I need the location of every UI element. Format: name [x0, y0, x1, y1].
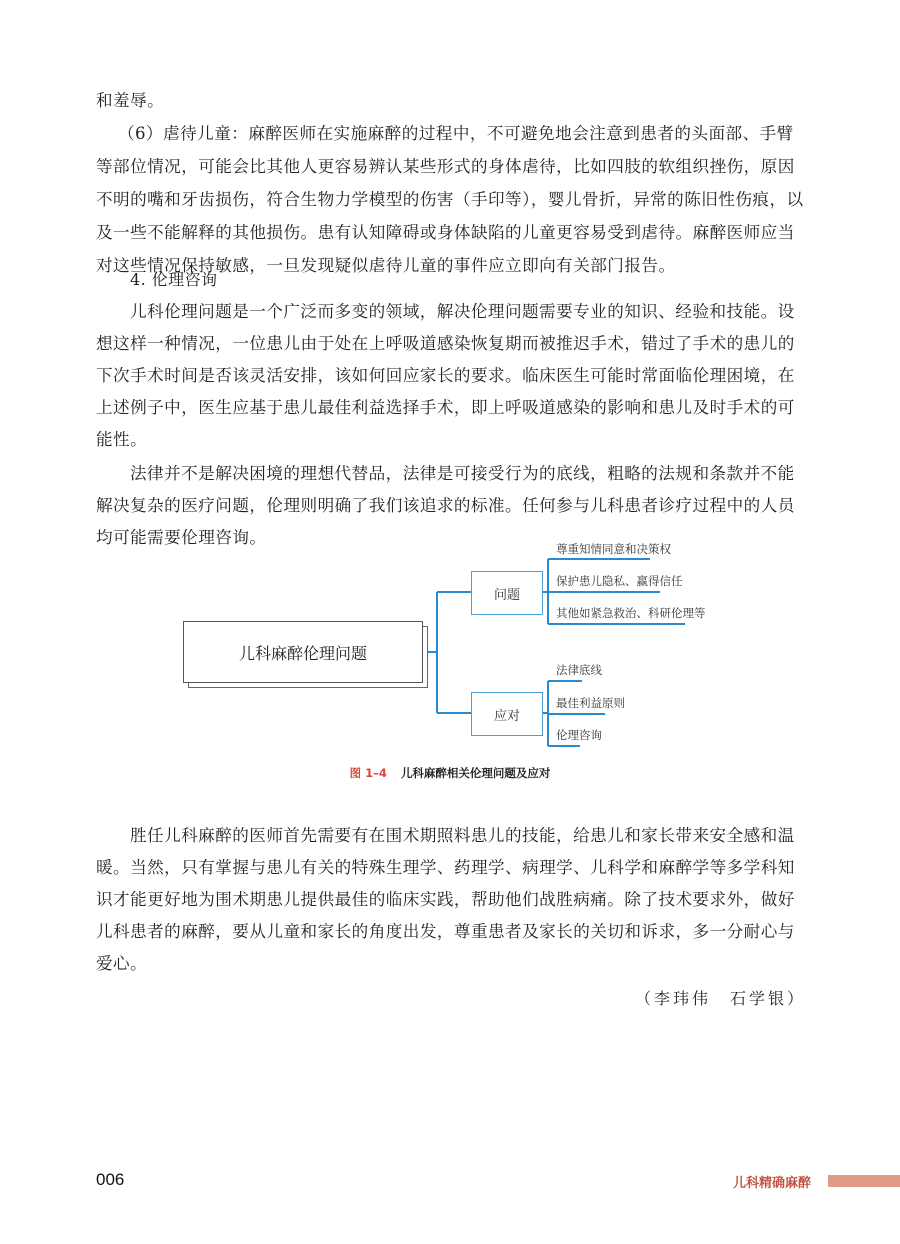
leaf-node: 其他如紧急救治、科研伦理等: [556, 606, 706, 620]
text-line: 上述例子中，医生应基于患儿最佳利益选择手术，即上呼吸道感染的影响和患儿及时手术的可: [96, 398, 795, 417]
leaf-node: 伦理咨询: [556, 728, 602, 742]
text-line: 能性。: [96, 430, 148, 449]
leaf-node: 法律底线: [556, 663, 602, 677]
leaf-node: 保护患儿隐私、赢得信任: [556, 574, 683, 588]
book-title: 儿科精确麻醉: [733, 1176, 812, 1191]
text-line: 儿科患者的麻醉，要从儿童和家长的角度出发，尊重患者及家长的关切和诉求，多一分耐心与: [96, 922, 795, 941]
page-number: 006: [96, 1170, 125, 1189]
author-signature: （李玮伟 石学银）: [634, 989, 806, 1008]
text-line: 等部位情况，可能会比其他人更容易辨认某些形式的身体虐待，比如四肢的软组织挫伤，原因: [96, 157, 795, 176]
text-line: 爱心。: [96, 954, 148, 973]
branch-node-issues: 问题: [471, 571, 543, 615]
text-line: 对这些情况保持敏感，一旦发现疑似虐待儿童的事件应立即向有关部门报告。: [96, 256, 676, 275]
text-line: 胜任儿科麻醉的医师首先需要有在围术期照料患儿的技能，给患儿和家长带来安全感和温: [130, 826, 795, 845]
text-line: 解决复杂的医疗问题，伦理则明确了我们该追求的标准。任何参与儿科患者诊疗过程中的人员: [96, 496, 795, 515]
figure-caption: [0, 765, 900, 781]
text-line: 和羞辱。: [96, 91, 165, 110]
text-line: 不明的嘴和牙齿损伤，符合生物力学模型的伤害（手印等），婴儿骨折，异常的陈旧性伤痕，以: [96, 190, 804, 209]
section-heading: 4. 伦理咨询: [130, 270, 218, 289]
text-line: 及一些不能解释的其他损伤。患有认知障碍或身体缺陷的儿童更容易受到虐待。麻醉医师应当: [96, 223, 795, 242]
text-line: 儿科伦理问题是一个广泛而多变的领域，解决伦理问题需要专业的知识、经验和技能。设: [130, 302, 795, 321]
figure-number: 图 1–4: [349, 766, 387, 780]
text-line: 识才能更好地为围术期患儿提供最佳的临床实践，帮助他们战胜病痛。除了技术要求外，做好: [96, 890, 795, 909]
text-line: 下次手术时间是否该灵活安排，该如何回应家长的要求。临床医生可能时常面临伦理困境，在: [96, 366, 795, 385]
text-line: 均可能需要伦理咨询。: [96, 528, 267, 547]
text-line: （6）虐待儿童：麻醉医师在实施麻醉的过程中，不可避免地会注意到患者的头面部、手臂: [118, 124, 794, 143]
footer-accent-bar: [828, 1175, 900, 1187]
figure-title: 儿科麻醉相关伦理问题及应对: [400, 766, 551, 780]
root-node: 儿科麻醉伦理问题: [183, 621, 423, 683]
text-line: 暖。当然，只有掌握与患儿有关的特殊生理学、药理学、病理学、儿科学和麻醉学等多学科知: [96, 858, 795, 877]
leaf-node: 尊重知情同意和决策权: [556, 542, 671, 556]
text-line: 法律并不是解决困境的理想代替品，法律是可接受行为的底线，粗略的法规和条款并不能: [130, 464, 795, 483]
leaf-node: 最佳利益原则: [556, 696, 625, 710]
branch-node-responses: 应对: [471, 692, 543, 736]
text-line: 想这样一种情况，一位患儿由于处在上呼吸道感染恢复期而被推迟手术，错过了手术的患儿的: [96, 334, 795, 353]
